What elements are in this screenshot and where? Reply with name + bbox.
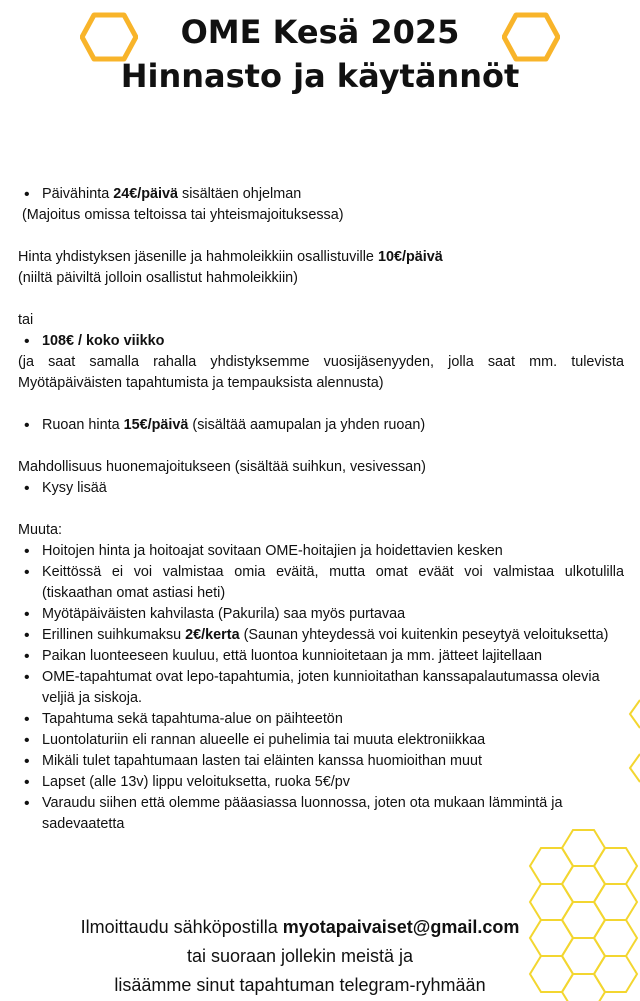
other-heading: Muuta: — [18, 522, 62, 538]
footer-line-3: lisäämme sinut tapahtuman telegram-ryhmään — [114, 975, 486, 995]
food-price-item: • Ruoan hinta 15€/päivä (sisältää aamupalan ja yhden ruoan) — [18, 415, 624, 436]
other-item-kitchen: • Keittössä ei voi valmistaa omia eväitä, mutta omat eväät voi valmistaa ulkotulilla (tiskaathan omat astiasi heti) — [18, 562, 624, 604]
member-price: Hinta yhdistyksen jäsenille ja hahmoleikkiin osallistuville 10€/päivä — [18, 249, 443, 265]
footer-line-1: Ilmoittaudu sähköpostilla myotapaivaiset@gmail.com — [80, 917, 520, 937]
accommodation-note: (Majoitus omissa teltoissa tai yhteismajoituksessa) — [18, 207, 344, 223]
or-label: tai — [18, 312, 34, 328]
other-item-nature: • Paikan luonteeseen kuuluu, että luontoa kunnioitetaan ja mm. jätteet lajitellaan — [18, 646, 624, 667]
title-line-1: OME Kesä 2025 — [180, 13, 460, 51]
contact-email: myotapaivaiset@gmail.com — [282, 917, 520, 937]
other-item-weather: • Varaudu siihen että olemme pääasiassa luonnossa, joten ota mukaan lämmintä ja sadevaatetta — [18, 793, 624, 835]
other-item-rest-event: • OME-tapahtumat ovat lepo-tapahtumia, joten kunnioitathan kanssapalautumassa olevia veljiä ja siskoja. — [18, 667, 624, 709]
other-item-shower-fee: • Erillinen suihkumaksu 2€/kerta (Saunan yhteydessä voi kuitenkin peseytyä veloituksetta) — [18, 625, 624, 646]
footer-line-2: tai suoraan jollekin meistä ja — [186, 946, 414, 966]
week-price-item: • 108€ / koko viikko — [18, 331, 624, 352]
other-item-no-phones: • Luontolaturiin eli rannan alueelle ei puhelimia tai muuta elektroniikkaa — [18, 730, 624, 751]
member-note: (niiltä päiviltä jolloin osallistut hahmoleikkiin) — [18, 270, 298, 286]
week-note: (ja saat samalla rahalla yhdistyksemme vuosijäsenyyden, jolla saat mm. tulevista Myötäpäiväisten tapahtumista ja tempauksista alennusta) — [18, 354, 624, 391]
room-info: Mahdollisuus huonemajoitukseen (sisältää suihkun, vesivessan) — [18, 459, 426, 475]
signup-footer — [0, 913, 600, 1000]
other-item-treatments: • Hoitojen hinta ja hoitoajat sovitaan OME-hoitajien ja hoidettavien kesken — [18, 541, 624, 562]
other-item-kids-animals: • Mikäli tulet tapahtumaan lasten tai eläinten kanssa huomioithan muut — [18, 751, 624, 772]
other-item-children-price: • Lapset (alle 13v) lippu veloituksetta, ruoka 5€/pv — [18, 772, 624, 793]
other-item-substance-free: • Tapahtuma sekä tapahtuma-alue on päihteetön — [18, 709, 624, 730]
day-price-item: • Päivähinta 24€/päivä sisältäen ohjelman — [18, 184, 624, 205]
title-line-2: Hinnasto ja käytännöt — [120, 57, 520, 95]
other-item-cafe: • Myötäpäiväisten kahvilasta (Pakurila) saa myös purtavaa — [18, 604, 624, 625]
price-content — [18, 184, 624, 835]
ask-more-item: • Kysy lisää — [18, 478, 624, 499]
page-title — [0, 10, 640, 98]
